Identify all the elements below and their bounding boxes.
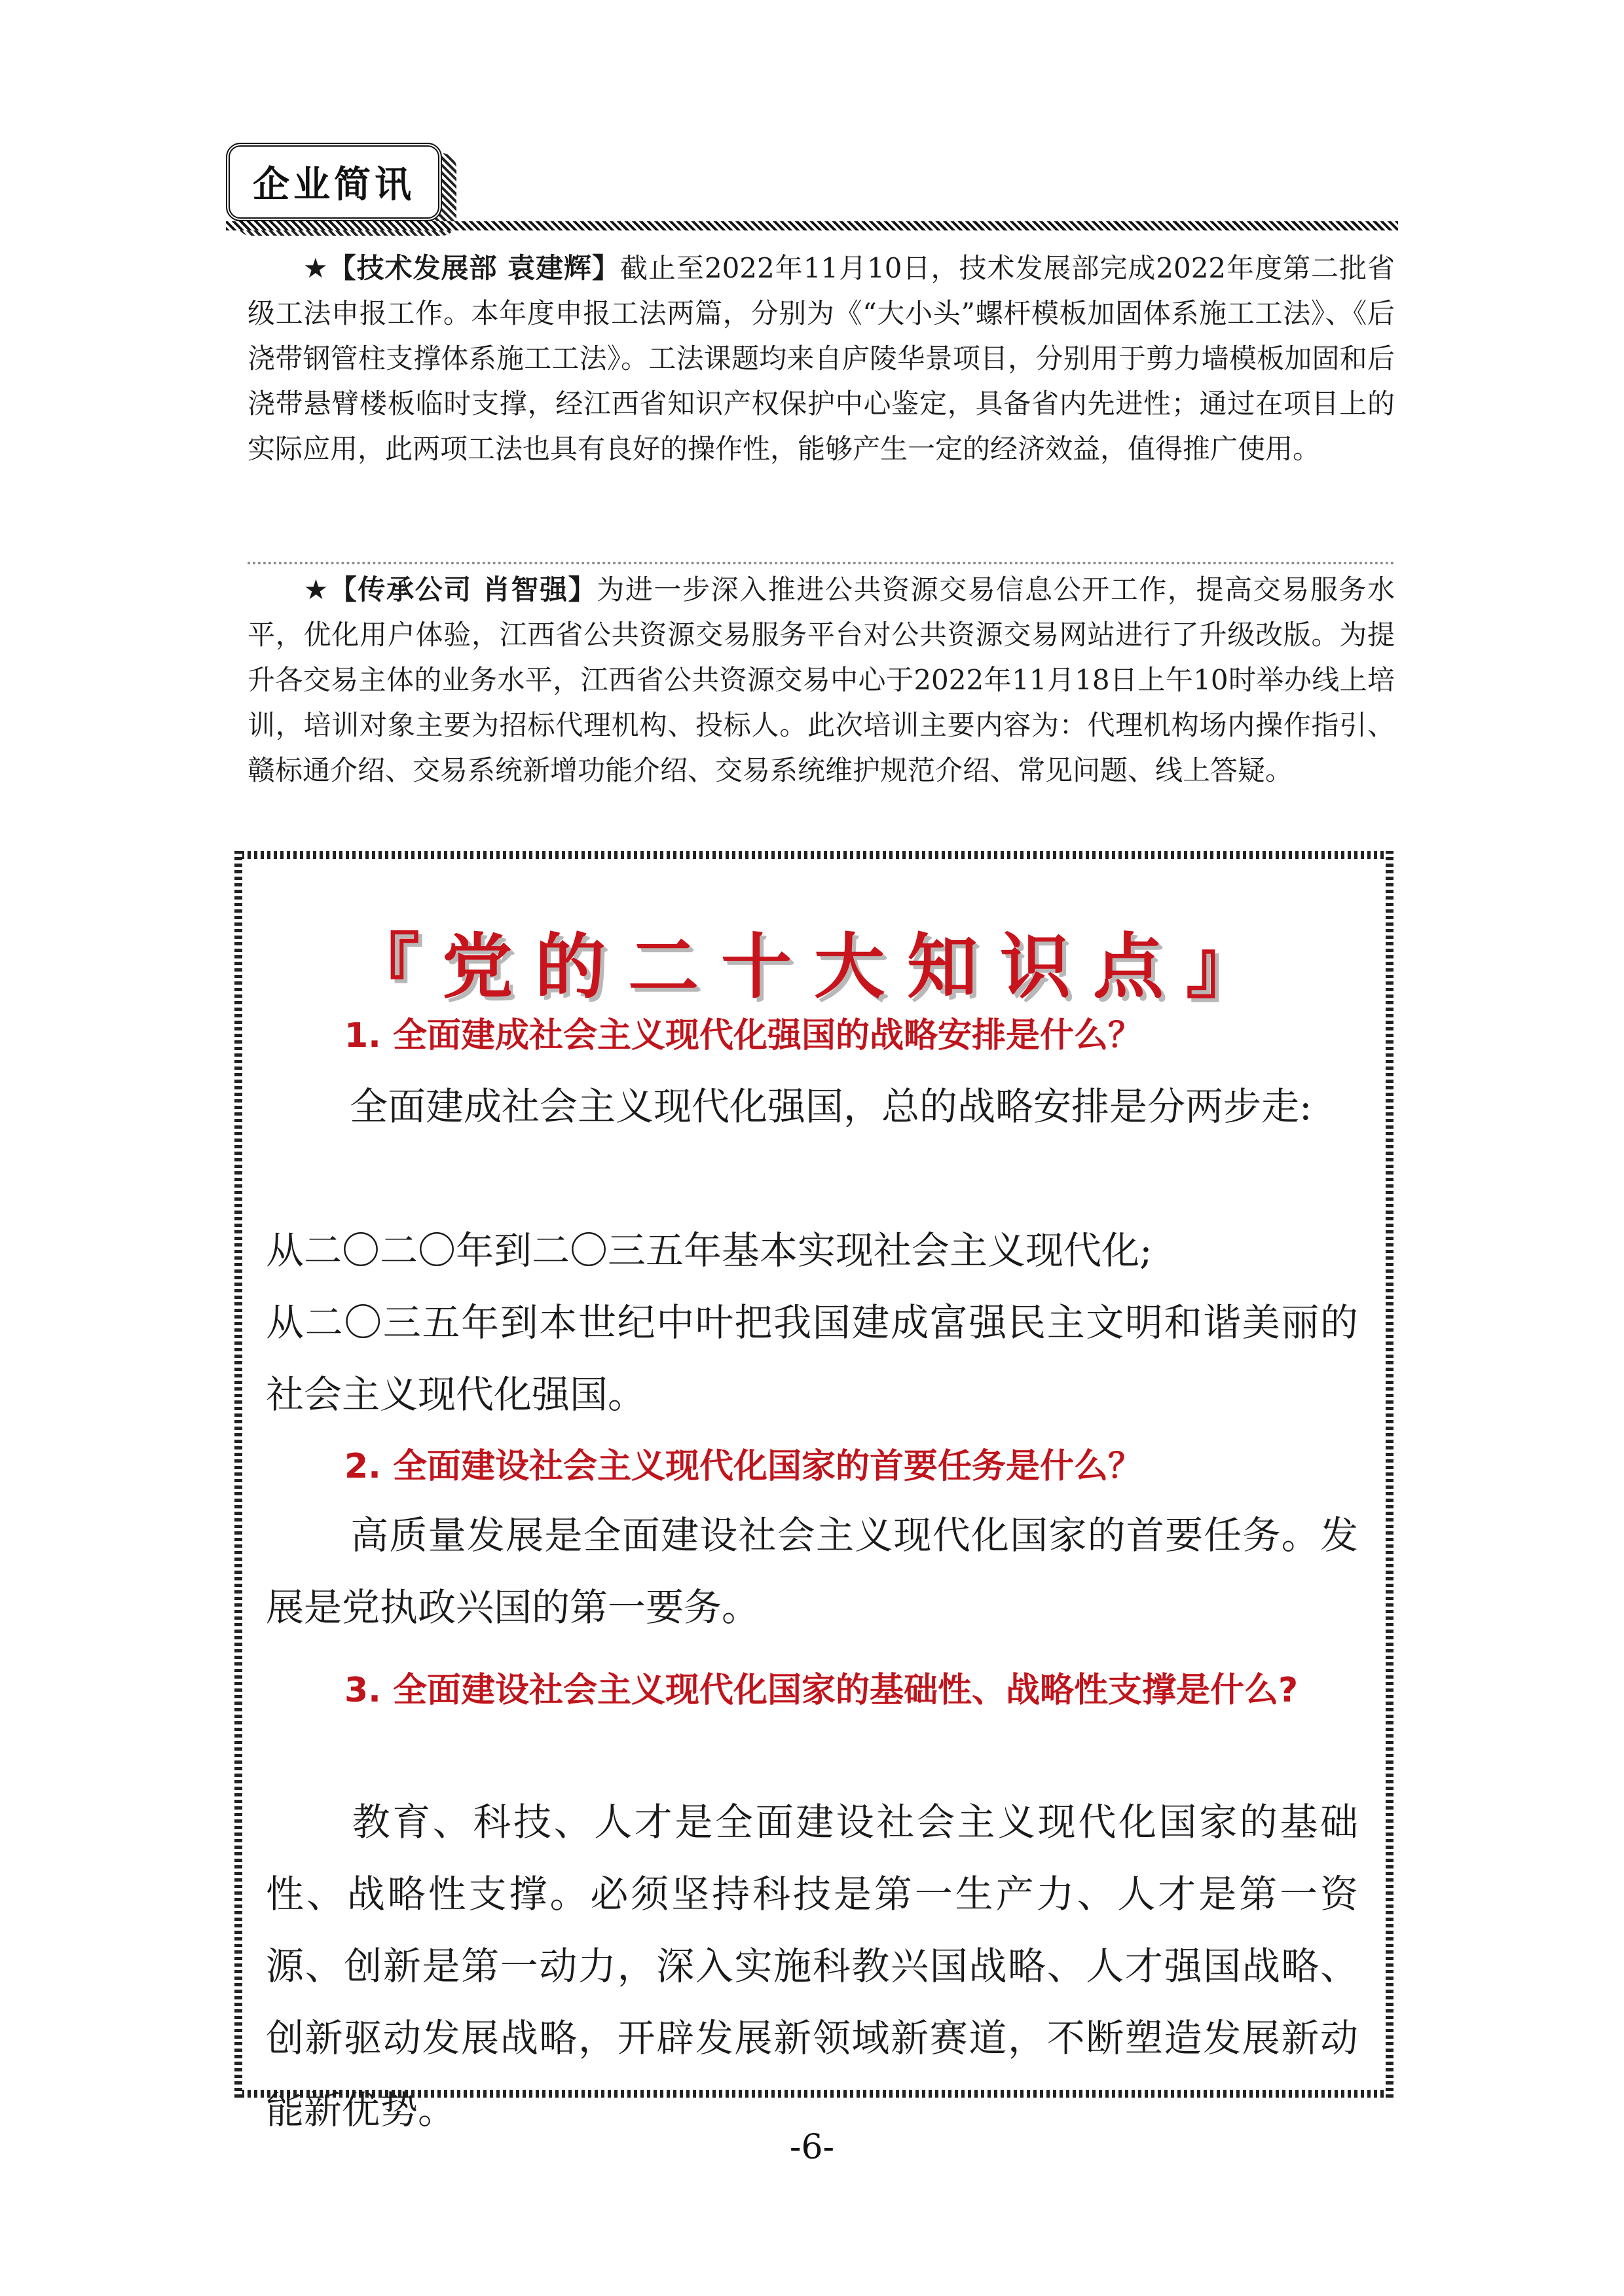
answer-1-para-1 xyxy=(266,1070,1358,1142)
question-2: 2. 全面建设社会主义现代化国家的首要任务是什么？ xyxy=(344,1447,1143,1486)
answer-1-para-2: 从二〇二〇年到二〇三五年基本实现社会主义现代化; xyxy=(266,1228,1153,1273)
answer-1-text-1: 全面建成社会主义现代化强国，总的战略安排是分两步走: xyxy=(350,1084,1312,1129)
box-border-top xyxy=(234,851,1393,859)
news-lead: ★【传承公司 肖智强】 xyxy=(303,574,597,606)
answer-3 xyxy=(266,1786,1358,2146)
answer-2 xyxy=(266,1499,1358,1643)
answer-1-para-3: 从二〇三五年到本世纪中叶把我国建成富强民主文明和谐美丽的社会主义现代化强国。 xyxy=(266,1300,1358,1417)
knowledge-box xyxy=(234,851,1393,2132)
header-rule xyxy=(226,221,1398,230)
news-body: 为进一步深入推进公共资源交易信息公开工作，提高交易服务水平，优化用户体验，江西省公共资源交易服务平台对公共资源交易网站进行了升级改版。为提升各交易主体的业务水平，江西省公共资源交易中心于2022年11月18日上午10时举办线上培训，培训对象主要为招标代理机构、投标人。此次培训主要内容为：代理机构场内操作指引、赣标通介绍、交易系统新增功能介绍、交易系统维护规范介绍、常见问题、线上答疑。 xyxy=(248,574,1395,786)
answer-3-text: 教育、科技、人才是全面建设社会主义现代化国家的基础性、战略性支撑。必须坚持科技是第一生产力、人才是第一资源、创新是第一动力，深入实施科教兴国战略、人才强国战略、创新驱动发展战略，开辟发展新领域新赛道，不断塑造发展新动能新优势。 xyxy=(266,1800,1358,2132)
question-3: 3. 全面建设社会主义现代化国家的基础性、战略性支撑是什么? xyxy=(344,1671,1299,1710)
answer-2-text: 高质量发展是全面建设社会主义现代化国家的首要任务。发展是党执政兴国的第一要务。 xyxy=(266,1513,1358,1630)
news-body: 截止至2022年11月10日，技术发展部完成2022年度第二批省级工法申报工作。本年度申报工法两篇，分别为《“大小头”螺杆模板加固体系施工工法》、《后浇带钢管柱支撑体系施工工法》。工法课题均来自庐陵华景项目，分别用于剪力墙模板加固和后浇带悬臂楼板临时支撑，经江西省知识产权保护中心鉴定，具备省内先进性；通过在项目上的实际应用，此两项工法也具有良好的操作性，能够产生一定的经济效益，值得推广使用。 xyxy=(248,252,1395,465)
page-number: -6- xyxy=(789,2128,835,2167)
section-title: 企业简讯 xyxy=(253,164,415,206)
box-border-right xyxy=(1386,851,1393,2098)
knowledge-title: 『党的二十大知识点』 xyxy=(348,926,1279,1008)
news-item-tech-dev xyxy=(248,246,1395,471)
question-1: 1. 全面建成社会主义现代化强国的战略安排是什么？ xyxy=(344,1016,1143,1055)
section-tab-box xyxy=(226,143,442,221)
news-separator xyxy=(248,562,1395,564)
box-border-left xyxy=(234,851,242,2098)
news-lead: ★【技术发展部 袁建辉】 xyxy=(303,252,620,284)
news-item-chuancheng xyxy=(248,567,1395,793)
